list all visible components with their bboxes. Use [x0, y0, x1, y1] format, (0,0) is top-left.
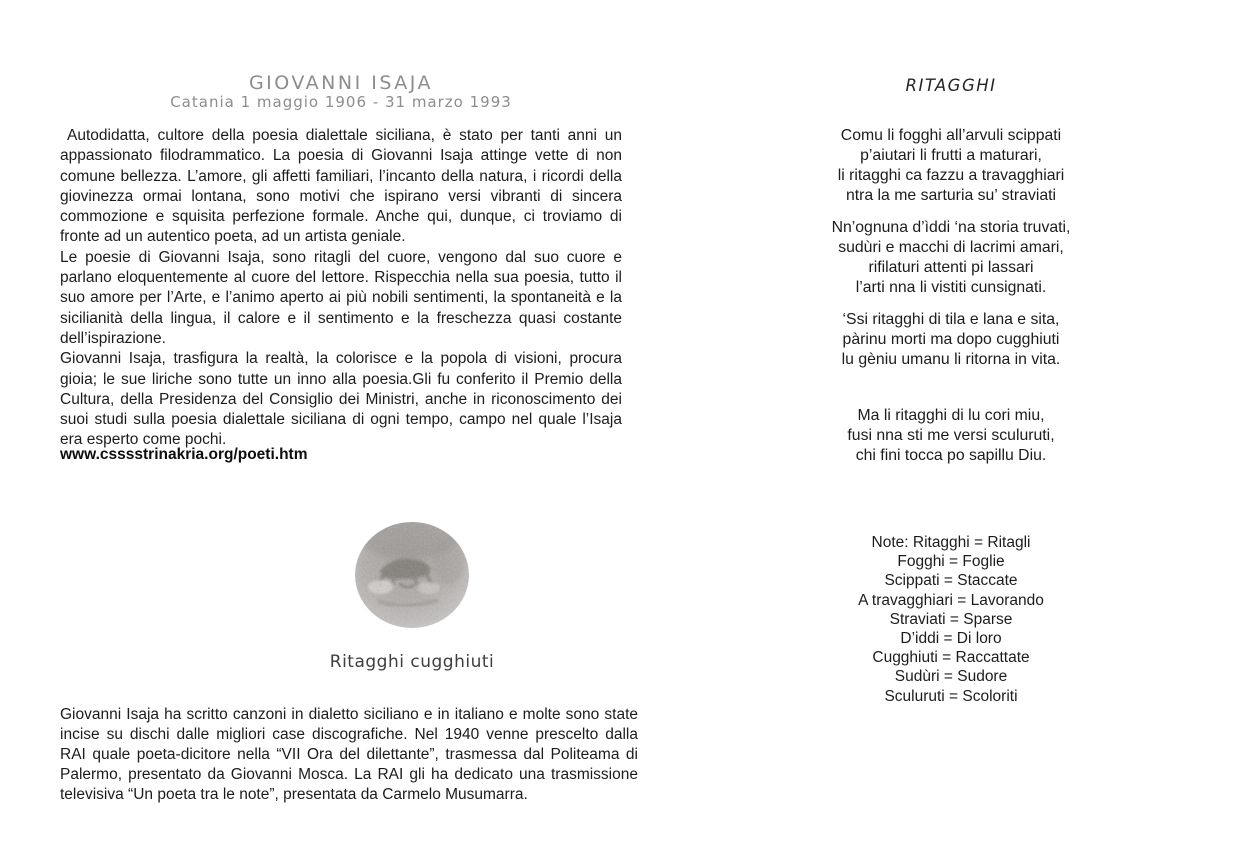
page-subtitle: Catania 1 maggio 1906 - 31 marzo 1993 — [170, 93, 512, 111]
poem-line: chi fini tocca po sapillu Diu. — [855, 447, 1047, 464]
poem-title: RITAGGHI — [905, 76, 997, 95]
coin-image — [354, 521, 470, 631]
poem-line: Nn’ognuna d’ìddi ‘na storia truvati, — [831, 219, 1071, 236]
poem-stanza — [781, 310, 1121, 370]
poem-line: sudùri e macchi di lacrimi amari, — [838, 239, 1064, 256]
note-line: Sudùri = Sudore — [894, 668, 1008, 686]
poem-line: fusi nna sti me versi sculuruti, — [847, 427, 1055, 444]
note-line: Cugghiuti = Raccattate — [872, 649, 1030, 667]
note-line: Straviati = Sparse — [889, 610, 1013, 628]
bio-paragraph: Giovanni Isaja, trasfigura la realtà, la colorisce e la popola di visioni, procura gioia; le sue liriche sono tutte un inno alla poesia.Gli fu conferito il Premio della Cultura, della Presidenza del Consiglio dei Ministri, anche in riconoscimento dei suoi studi sulla poesia dialettale siciliana di ogni tempo, campo nel quale l’Isaja era esperto come pochi. — [60, 350, 622, 449]
note-line: D’iddi = Di loro — [900, 630, 1002, 648]
poem-stanza — [781, 126, 1121, 206]
poem-line: Comu li fogghi all’arvuli scippati — [840, 127, 1062, 144]
biography-text — [60, 126, 622, 451]
coin-figure — [292, 521, 532, 672]
coin-caption: Ritagghi cugghiuti — [329, 652, 495, 672]
website-link[interactable]: www.csssstrinakria.org/poeti.htm — [60, 446, 308, 463]
note-line: Scippati = Staccate — [884, 572, 1018, 590]
bio-paragraph: Le poesie di Giovanni Isaja, sono ritagli del cuore, vengono dal suo cuore e parlano eloquentemente al cuore del lettore. Rispecchia nella sua poesia, tutto il suo amore per l’Arte, e l’animo aperto ai più nobili sentimenti, la spontaneità e la sicilianità della lingua, il calore e il sentimento e la freschezza quasi costante dell’ispirazione. — [60, 248, 622, 347]
poem-line: p’aiutari li frutti a maturari, — [860, 147, 1042, 164]
poem-line: Ma li ritagghi di lu cori miu, — [857, 407, 1045, 424]
glossary-notes — [781, 533, 1121, 706]
poem-line: ‘Ssi ritagghi di tila e lana e sita, — [842, 311, 1060, 328]
note-line: Sculuruti = Scoloriti — [884, 687, 1018, 705]
poem-stanza — [781, 406, 1121, 466]
note-line: Note: Ritagghi = Ritagli — [871, 534, 1031, 551]
left-page — [60, 0, 638, 851]
poem-line: ntra la me sarturia su’ straviati — [845, 187, 1057, 204]
poem-line: rifilaturi attenti pi lassari — [868, 259, 1034, 276]
footer-paragraph: Giovanni Isaja ha scritto canzoni in dialetto siciliano e in italiano e molte sono state incise su dischi dalle migliori case discografiche. Nel 1940 venne prescelto dalla RAI quale poeta-dicitore nella “VII Ora del dilettante”, trasmessa dal Politeama di Palermo, presentato da Giovanni Mosca. La RAI gli ha dedicato una trasmissione televisiva “Un poeta tra le note”, presentata da Carmelo Musumarra. — [60, 706, 638, 803]
note-line: A travagghiari = Lavorando — [858, 591, 1044, 609]
note-line: Fogghi = Foglie — [897, 553, 1005, 571]
page-title: GIOVANNI ISAJA — [248, 72, 434, 94]
poem-line: pàrinu morti ma dopo cugghiuti — [842, 331, 1060, 348]
poem-line: li ritagghi ca fazzu a travagghiari — [837, 167, 1065, 184]
poem-line: lu gèniu umanu li ritorna in vita. — [841, 351, 1061, 368]
poem-line: l’arti nna li vistiti cunsignati. — [855, 279, 1047, 296]
poem-stanza — [781, 218, 1121, 298]
right-page — [781, 0, 1121, 851]
bio-paragraph: Autodidatta, cultore della poesia dialettale siciliana, è stato per tanti anni un appassionato filodrammatico. La poesia di Giovanni Isaja attinge vette di non comune bellezza. L’amore, gli affetti familiari, l’incanto della natura, i ricordi della giovinezza ormai lontana, sono motivi che ispirano versi vibranti di sincera commozione e squisita perfezione formale. Anche qui, dunque, ci troviamo di fronte ad un autentico poeta, ad un artista geniale. — [60, 127, 622, 246]
